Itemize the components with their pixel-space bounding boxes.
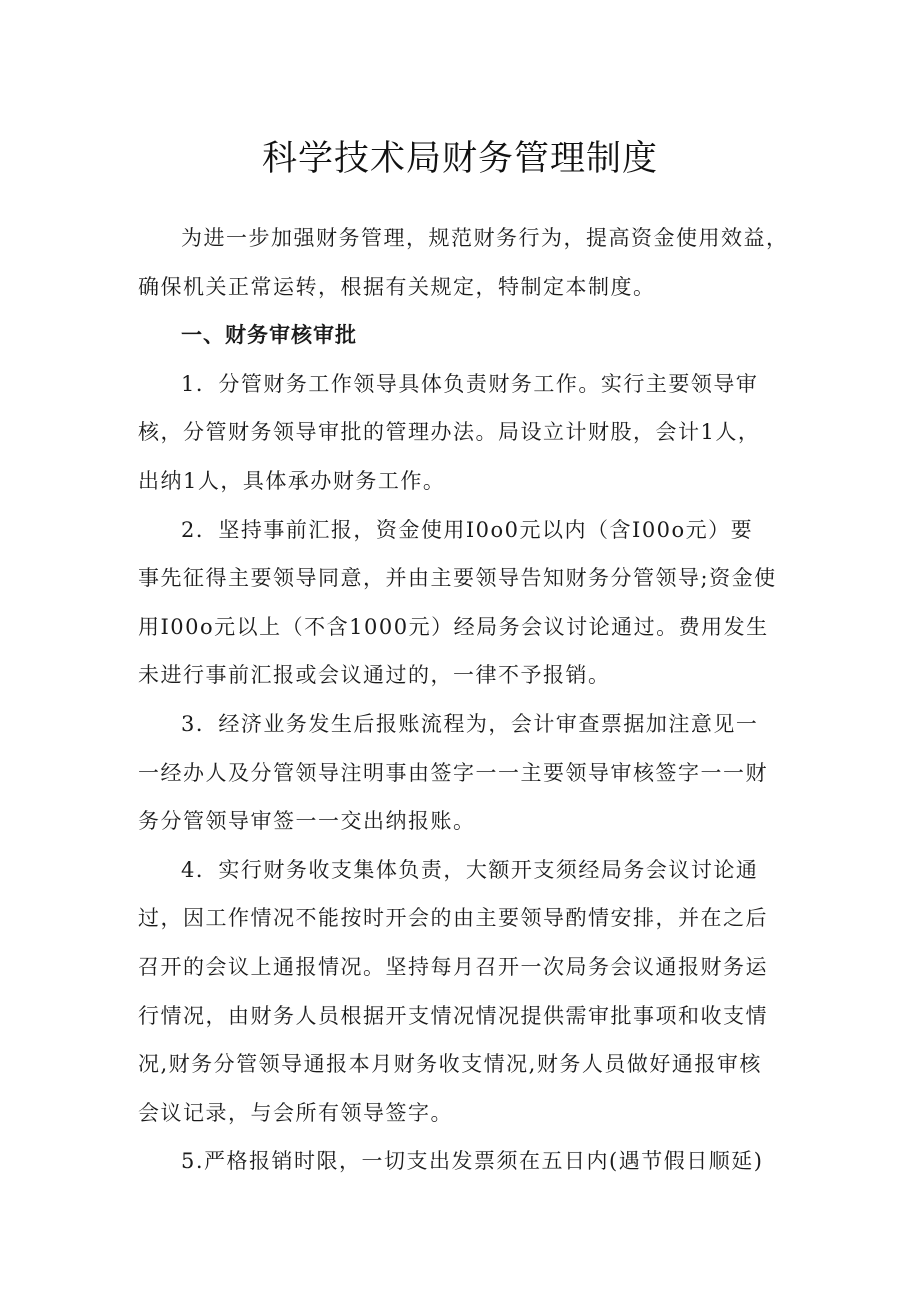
document-title: 科学技术局财务管理制度 bbox=[261, 139, 658, 179]
paragraph-line: 况,财务分管领导通报本月财务收支情况,财务人员做好通报审核 bbox=[138, 1052, 762, 1077]
paragraph-line: 用I00o元以上（不含1000元）经局务会议讨论通过。费用发生 bbox=[138, 614, 769, 639]
paragraph-line: 确保机关正常运转，根据有关规定，特制定本制度。 bbox=[138, 274, 656, 299]
paragraph-line: 5.严格报销时限，一切支出发票须在五日内(遇节假日顺延) bbox=[181, 1149, 764, 1174]
paragraph-line: 会议记录，与会所有领导签字。 bbox=[138, 1100, 453, 1125]
paragraph-line: 事先征得主要领导同意，并由主要领导告知财务分管领导;资金使 bbox=[138, 566, 777, 591]
paragraph-line: 一经办人及分管领导注明事由签字一一主要领导审核签字一一财 bbox=[138, 760, 768, 785]
paragraph-line: 2．坚持事前汇报，资金使用I0o0元以内（含I00o元）要 bbox=[181, 517, 754, 542]
paragraph-line: 3．经济业务发生后报账流程为，会计审查票据加注意见一 bbox=[181, 711, 759, 736]
paragraph-line: 为进一步加强财务管理，规范财务行为，提高资金使用效益， bbox=[181, 226, 789, 250]
paragraph-line: 行情况，由财务人员根据开支情况情况提供需审批事项和收支情 bbox=[138, 1003, 768, 1028]
paragraph-line: 核，分管财务领导审批的管理办法。局设立计财股，会计1人， bbox=[138, 420, 761, 445]
paragraph-line: 未进行事前汇报或会议通过的，一律不予报销。 bbox=[138, 663, 611, 688]
paragraph-line: 过，因工作情况不能按时开会的由主要领导酌情安排，并在之后 bbox=[138, 906, 768, 931]
document-body bbox=[138, 214, 790, 1186]
paragraph-line: 务分管领导审签一一交出纳报账。 bbox=[138, 809, 476, 834]
paragraph-line: 4．实行财务收支集体负责，大额开支须经局务会议讨论通 bbox=[181, 857, 759, 882]
paragraph-line: 1．分管财务工作领导具体负责财务工作。实行主要领导审 bbox=[181, 371, 759, 396]
paragraph-line: 出纳1人，具体承办财务工作。 bbox=[138, 468, 446, 493]
section-heading: 一、财务审核审批 bbox=[181, 323, 357, 348]
paragraph-line: 召开的会议上通报情况。坚持每月召开一次局务会议通报财务运 bbox=[138, 954, 768, 979]
